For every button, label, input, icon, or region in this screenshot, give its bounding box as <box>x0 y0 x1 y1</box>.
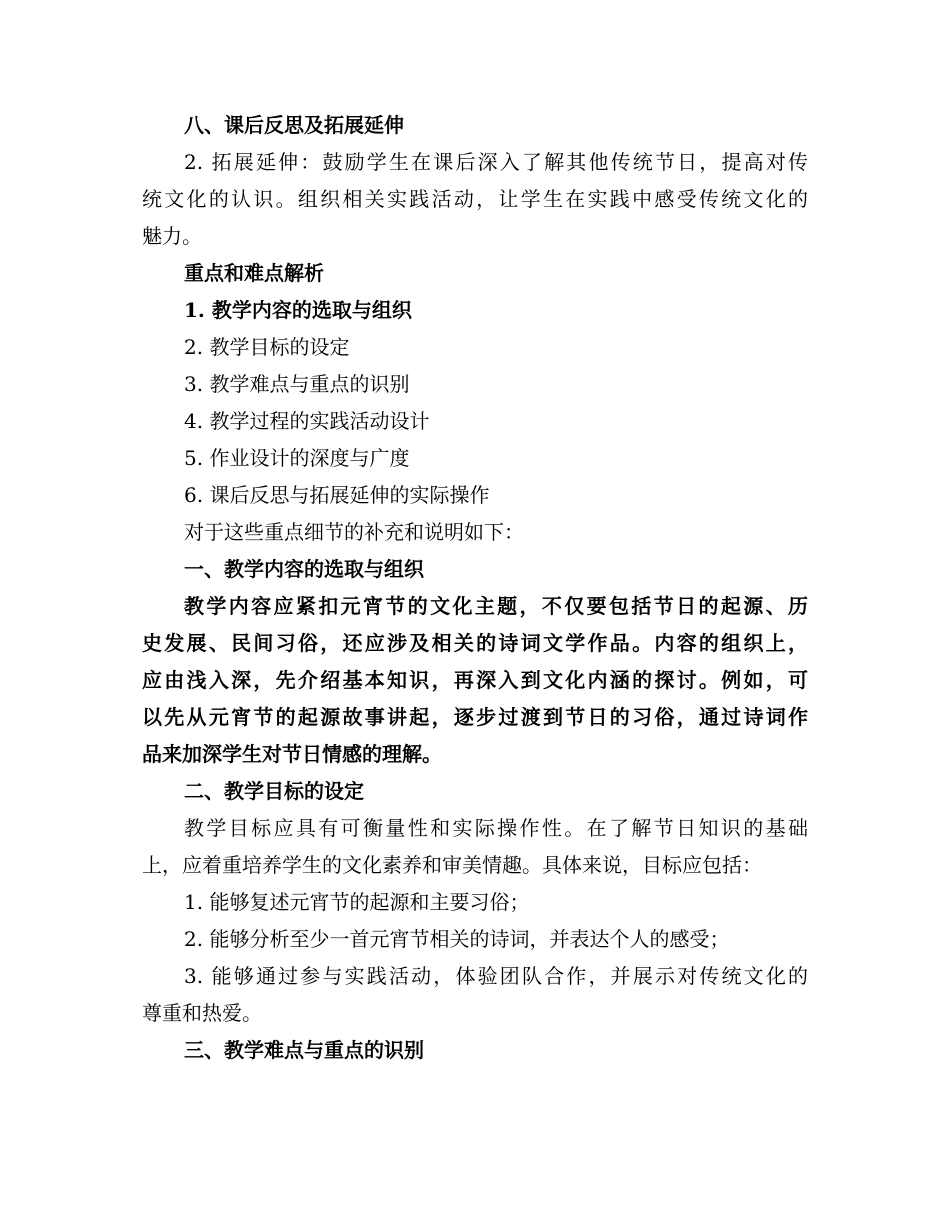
paragraph-g3-line-2: 尊重和热爱。 <box>142 1001 262 1025</box>
paragraph-p2-line-1: 教学目标应具有可衡量性和实际操作性。在了解节日知识的基础 <box>184 816 808 840</box>
heading-h2-line-1: 二、教学目标的设定 <box>184 779 364 803</box>
paragraph-p1-line-4: 以先从元宵节的起源故事讲起，逐步过渡到节日的习俗，通过诗词作 <box>142 705 808 729</box>
paragraph-k3-line-1: 3. 教学难点与重点的识别 <box>184 372 410 396</box>
document-page <box>142 107 808 1069</box>
paragraph-k4-line-1: 4. 教学过程的实践活动设计 <box>184 409 430 433</box>
heading-h8-line-1: 八、课后反思及拓展延伸 <box>184 113 404 137</box>
paragraph-p1-line-2: 史发展、民间习俗，还应涉及相关的诗词文学作品。内容的组织上， <box>142 631 808 655</box>
paragraph-p-ext-line-3: 魅力。 <box>142 224 202 248</box>
paragraph-p1-line-3: 应由浅入深，先介绍基本知识，再深入到文化内涵的探讨。例如，可 <box>142 668 808 692</box>
paragraph-p2-line-2: 上，应着重培养学生的文化素养和审美情趣。具体来说，目标应包括： <box>142 853 762 877</box>
paragraph-k2-line-1: 2. 教学目标的设定 <box>184 335 350 359</box>
paragraph-p-intro-line-1: 对于这些重点细节的补充和说明如下： <box>184 520 524 544</box>
heading-k1-line-1: 1. 教学内容的选取与组织 <box>184 298 412 322</box>
paragraph-g3-line-1: 3. 能够通过参与实践活动，体验团队合作，并展示对传统文化的 <box>184 964 808 988</box>
paragraph-g1-line-1: 1. 能够复述元宵节的起源和主要习俗； <box>184 890 530 914</box>
paragraph-p1-line-1: 教学内容应紧扣元宵节的文化主题，不仅要包括节日的起源、历 <box>184 594 808 618</box>
paragraph-g2-line-1: 2. 能够分析至少一首元宵节相关的诗词，并表达个人的感受； <box>184 927 730 951</box>
paragraph-p-ext-line-2: 统文化的认识。组织相关实践活动，让学生在实践中感受传统文化的 <box>142 187 808 211</box>
heading-h3-line-1: 三、教学难点与重点的识别 <box>184 1038 424 1062</box>
paragraph-k6-line-1: 6. 课后反思与拓展延伸的实际操作 <box>184 483 490 507</box>
paragraph-k5-line-1: 5. 作业设计的深度与广度 <box>184 446 410 470</box>
heading-h1-line-1: 一、教学内容的选取与组织 <box>184 557 424 581</box>
paragraph-p-ext-line-1: 2. 拓展延伸：鼓励学生在课后深入了解其他传统节日，提高对传 <box>184 150 808 174</box>
heading-h-key-line-1: 重点和难点解析 <box>184 261 324 285</box>
paragraph-p1-line-5: 品来加深学生对节日情感的理解。 <box>142 742 442 766</box>
